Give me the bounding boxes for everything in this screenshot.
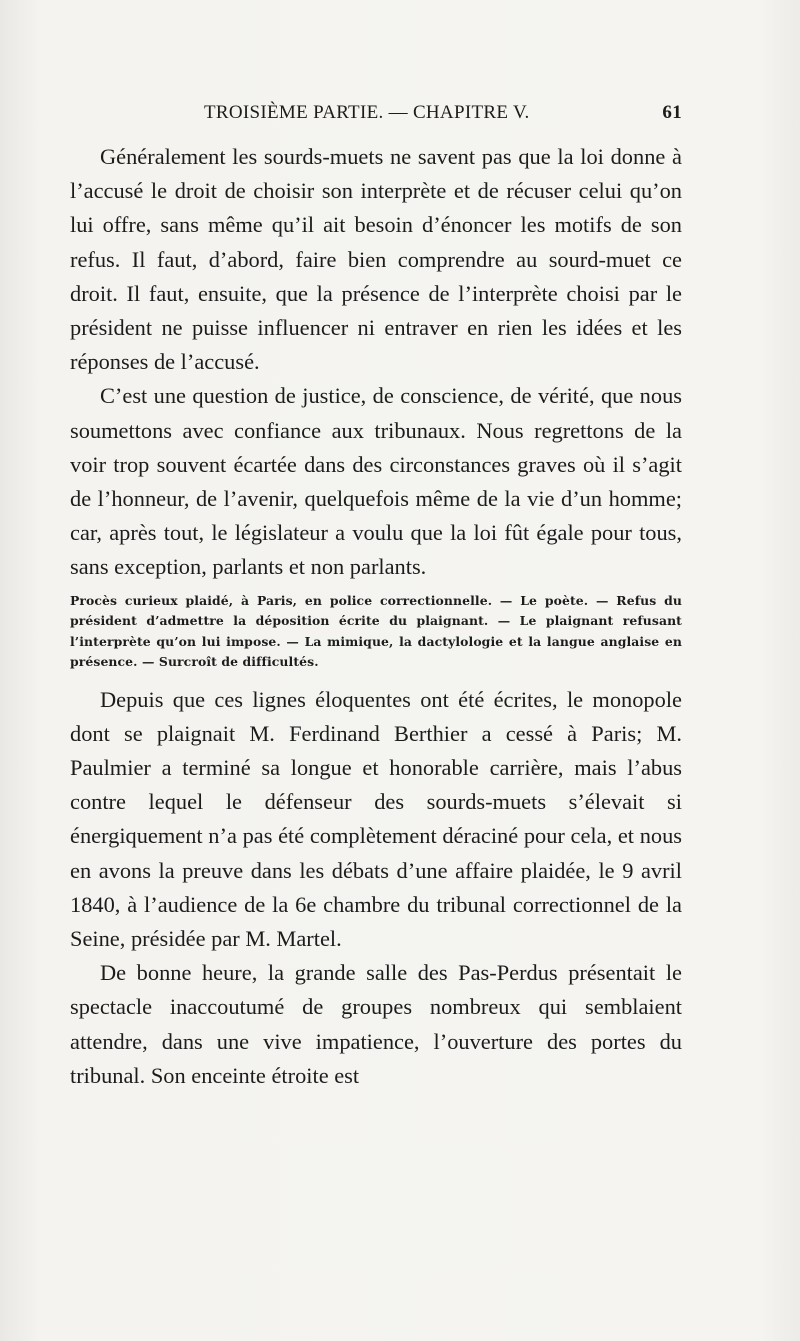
page-body (70, 140, 682, 1093)
paragraph: De bonne heure, la grande salle des Pas-Perdus présentait le spectacle inaccoutumé de groupes nombreux qui semblaient attendre, dans une vive impatience, l’ouverture des portes du tribunal. Son enceinte étroite est (70, 960, 682, 1088)
paragraph: Depuis que ces lignes éloquentes ont été écrites, le monopole dont se plaignait M. Ferdinand Berthier a cessé à Paris; M. Paulmier a terminé sa longue et honorable carrière, mais l’abus contre lequel le défenseur des sourds-muets s’élevait si énergiquement n’a pas été complètement déraciné pour cela, et nous en avons la preuve dans les débats d’une affaire plaidée, le 9 avril 1840, à l’audience de la 6e chambre du tribunal correctionnel de la Seine, présidée par M. Martel. (70, 686, 682, 952)
paragraph: Généralement les sourds-muets ne savent pas que la loi donne à l’accusé le droit de choisir son interprète et de récuser celui qu’on lui offre, sans même qu’il ait besoin d’énoncer les motifs de son refus. Il faut, d’abord, faire bien comprendre au sourd-muet ce droit. Il faut, ensuite, que la présence de l’interprète choisi par le président ne puisse influencer ni entraver en rien les idées et les réponses de l’accusé. (70, 144, 682, 375)
page-number: 61 (662, 102, 682, 123)
chapter-summary: Procès curieux plaidé, à Paris, en police correctionnelle. — Le poète. — Refus du président d’admettre la déposition écrite du plaignant. — Le plaignant refusant l’interprète qu’on lui impose. — La mimique, la dactylologie et la langue anglaise en présence. — Surcroît de difficultés. (70, 592, 682, 670)
paragraph: C’est une question de justice, de conscience, de vérité, que nous soumettons avec confiance aux tribunaux. Nous regrettons de la voir trop souvent écartée dans des circonstances graves où il s’agit de l’honneur, de l’avenir, quelquefois même de la vie d’un homme; car, après tout, le législateur a voulu que la loi fût égale pour tous, sans exception, parlants et non parlants. (70, 383, 682, 580)
running-title: TROISIÈME PARTIE. — CHAPITRE V. (204, 102, 530, 123)
running-header (70, 102, 682, 132)
